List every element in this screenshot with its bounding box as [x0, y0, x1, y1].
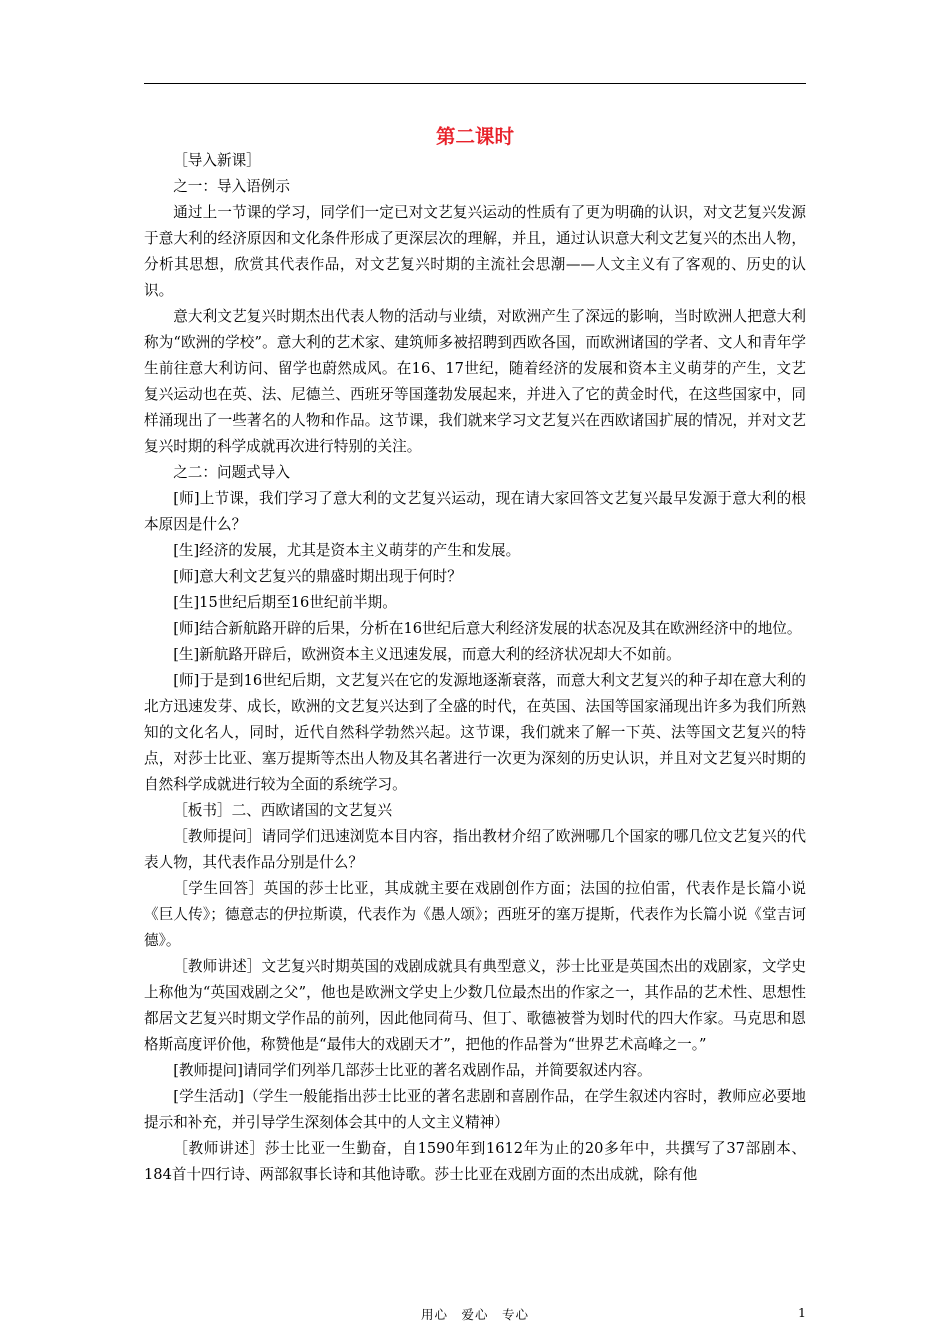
teacher-question: [教师提问]请同学们列举几部莎士比亚的著名戏剧作品，并简要叙述内容。 — [173, 1062, 652, 1079]
document-body — [144, 148, 806, 1188]
paragraph: 通过上一节课的学习，同学们一定已对文艺复兴运动的性质有了更为明确的认识，对文艺复兴发源于意大利的经济原因和文化条件形成了更深层次的理解，并且，通过认识意大利文艺复兴的杰出人物，分析其思想，欣赏其代表作品，对文艺复兴时期的主流社会思潮——人文主义有了客观的、历史的认识。 — [144, 204, 806, 299]
dialogue-line: [师]上节课，我们学习了意大利的文艺复兴运动，现在请大家回答文艺复兴最早发源于意大利的根本原因是什么？ — [144, 490, 806, 533]
dialogue-line: [师]意大利文艺复兴的鼎盛时期出现于何时？ — [173, 568, 462, 585]
dialogue-line: [生]经济的发展，尤其是资本主义萌芽的产生和发展。 — [173, 542, 521, 559]
dialogue-line: [生]15世纪后期至16世纪前半期。 — [173, 594, 397, 611]
dialogue-line: [师]结合新航路开辟的后果，分析在16世纪后意大利经济发展的状态况及其在欧洲经济中的地位。 — [173, 620, 802, 637]
header-rule — [144, 83, 806, 84]
page-title: 第二课时 — [435, 125, 514, 148]
dialogue-line: [师]于是到16世纪后期，文艺复兴在它的发源地逐渐衰落，而意大利文艺复兴的种子却在意大利的北方迅速发芽、成长，欧洲的文艺复兴达到了全盛的时代，在英国、法国等国家涌现出许多为我们所熟知的文化名人，同时，近代自然科学勃然兴起。这节课，我们就来了解一下英、法等国文艺复兴的特点，对莎士比亚、塞万提斯等杰出人物及其名著进行一次更为深刻的历史认识，并且对文艺复兴时期的自然科学成就进行较为全面的系统学习。 — [144, 672, 806, 793]
sub-heading: 之一：导入语例示 — [173, 178, 290, 195]
paragraph: 意大利文艺复兴时期杰出代表人物的活动与业绩，对欧洲产生了深远的影响，当时欧洲人把意大利称为“欧洲的学校”。意大利的艺术家、建筑师多被招聘到西欧各国，而欧洲诸国的学者、文人和青年学生前往意大利访问、留学也蔚然成风。在16、17世纪，随着经济的发展和资本主义萌芽的产生，文艺复兴运动也在英、法、尼德兰、西班牙等国蓬勃发展起来，并进入了它的黄金时代，在这些国家中，同样涌现出了一些著名的人物和作品。这节课，我们就来学习文艺复兴在西欧诸国扩展的情况，并对文艺复兴时期的科学成就再次进行特别的关注。 — [144, 308, 806, 455]
dialogue-line: [生]新航路开辟后，欧洲资本主义迅速发展，而意大利的经济状况却大不如前。 — [173, 646, 681, 663]
page-number: 1 — [798, 1305, 806, 1320]
teacher-lecture: ［教师讲述］文艺复兴时期英国的戏剧成就具有典型意义，莎士比亚是英国杰出的戏剧家，文学史上称他为“英国戏剧之父”，他也是欧洲文学史上少数几位最杰出的作家之一，其作品的艺术性、思想性都居文艺复兴时期文学作品的前列，因此他同荷马、但丁、歌德被誉为划时代的四大作家。马克思和恩格斯高度评价他，称赞他是“最伟大的戏剧天才”，把他的作品誉为“世界艺术高峰之一。” — [144, 958, 806, 1053]
board-note: ［板书］二、西欧诸国的文艺复兴 — [173, 802, 393, 819]
teacher-lecture: ［教师讲述］莎士比亚一生勤奋，自1590年到1612年为止的20多年中，共撰写了37部剧本、184首十四行诗、两部叙事长诗和其他诗歌。莎士比亚在戏剧方面的杰出成就，除有他 — [144, 1140, 806, 1183]
student-activity: [学生活动]（学生一般能指出莎士比亚的著名悲剧和喜剧作品，在学生叙述内容时，教师应必要地提示和补充，并引导学生深刻体会其中的人文主义精神） — [144, 1088, 806, 1131]
sub-heading: 之二：问题式导入 — [173, 464, 290, 481]
student-answer: ［学生回答］英国的莎士比亚，其成就主要在戏剧创作方面；法国的拉伯雷，代表作是长篇小说《巨人传》；德意志的伊拉斯谟，代表作为《愚人颂》；西班牙的塞万提斯，代表作为长篇小说《堂吉诃德》。 — [144, 880, 806, 949]
footer-motto: 用心 爱心 专心 — [420, 1307, 529, 1322]
teacher-question: ［教师提问］请同学们迅速浏览本目内容，指出教材介绍了欧洲哪几个国家的哪几位文艺复兴的代表人物，其代表作品分别是什么？ — [144, 828, 806, 871]
section-heading: ［导入新课］ — [173, 152, 261, 169]
